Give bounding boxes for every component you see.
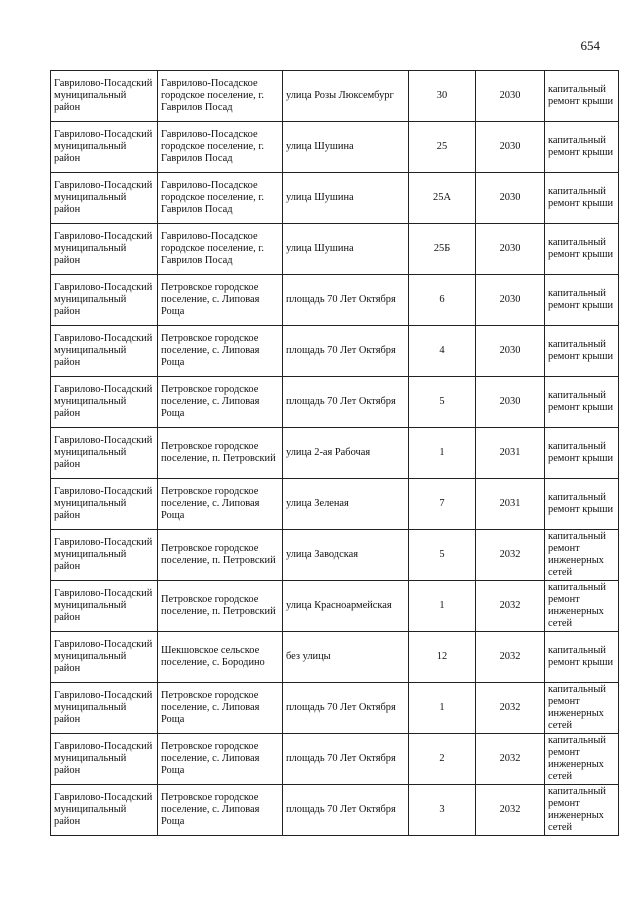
work-type-cell: капитальный ремонт крыши: [545, 632, 619, 683]
house-number-cell: 12: [409, 632, 476, 683]
district-cell: Гаврилово-Посадский муниципальный район: [51, 377, 158, 428]
district-cell: Гаврилово-Посадский муниципальный район: [51, 581, 158, 632]
street-cell: площадь 70 Лет Октября: [283, 326, 409, 377]
work-type-cell: капитальный ремонт инженерных сетей: [545, 581, 619, 632]
house-number-cell: 25Б: [409, 224, 476, 275]
work-type-cell: капитальный ремонт инженерных сетей: [545, 734, 619, 785]
house-number-cell: 25: [409, 122, 476, 173]
house-number-cell: 5: [409, 377, 476, 428]
street-cell: площадь 70 Лет Октября: [283, 377, 409, 428]
table-row: [51, 122, 619, 173]
district-cell: Гаврилово-Посадский муниципальный район: [51, 785, 158, 836]
table-row: [51, 326, 619, 377]
year-cell: 2030: [476, 71, 545, 122]
street-cell: улица Шушина: [283, 173, 409, 224]
year-cell: 2030: [476, 122, 545, 173]
work-type-cell: капитальный ремонт крыши: [545, 479, 619, 530]
district-cell: Гаврилово-Посадский муниципальный район: [51, 428, 158, 479]
work-type-cell: капитальный ремонт инженерных сетей: [545, 530, 619, 581]
settlement-cell: Петровское городское поселение, с. Липовая Роща: [158, 683, 283, 734]
house-number-cell: 1: [409, 428, 476, 479]
street-cell: без улицы: [283, 632, 409, 683]
settlement-cell: Петровское городское поселение, с. Липовая Роща: [158, 785, 283, 836]
year-cell: 2032: [476, 734, 545, 785]
year-cell: 2030: [476, 377, 545, 428]
work-type-cell: капитальный ремонт инженерных сетей: [545, 683, 619, 734]
year-cell: 2032: [476, 785, 545, 836]
district-cell: Гаврилово-Посадский муниципальный район: [51, 734, 158, 785]
house-number-cell: 1: [409, 683, 476, 734]
house-number-cell: 7: [409, 479, 476, 530]
work-type-cell: капитальный ремонт крыши: [545, 326, 619, 377]
street-cell: площадь 70 Лет Октября: [283, 275, 409, 326]
year-cell: 2031: [476, 479, 545, 530]
table-row: [51, 428, 619, 479]
settlement-cell: Петровское городское поселение, п. Петровский: [158, 530, 283, 581]
street-cell: улица Зеленая: [283, 479, 409, 530]
street-cell: улица Розы Люксембург: [283, 71, 409, 122]
work-type-cell: капитальный ремонт крыши: [545, 377, 619, 428]
year-cell: 2032: [476, 530, 545, 581]
settlement-cell: Гаврилово-Посадское городское поселение, г. Гаврилов Посад: [158, 173, 283, 224]
settlement-cell: Петровское городское поселение, п. Петровский: [158, 581, 283, 632]
house-number-cell: 6: [409, 275, 476, 326]
settlement-cell: Гаврилово-Посадское городское поселение, г. Гаврилов Посад: [158, 122, 283, 173]
house-number-cell: 1: [409, 581, 476, 632]
year-cell: 2030: [476, 326, 545, 377]
settlement-cell: Петровское городское поселение, с. Липовая Роща: [158, 377, 283, 428]
house-number-cell: 30: [409, 71, 476, 122]
street-cell: улица Шушина: [283, 224, 409, 275]
work-type-cell: капитальный ремонт крыши: [545, 122, 619, 173]
work-type-cell: капитальный ремонт крыши: [545, 173, 619, 224]
registry-rows: [51, 71, 619, 836]
table-row: [51, 530, 619, 581]
table-row: [51, 275, 619, 326]
street-cell: улица 2-ая Рабочая: [283, 428, 409, 479]
district-cell: Гаврилово-Посадский муниципальный район: [51, 530, 158, 581]
table-row: [51, 377, 619, 428]
work-type-cell: капитальный ремонт крыши: [545, 275, 619, 326]
street-cell: площадь 70 Лет Октября: [283, 785, 409, 836]
district-cell: Гаврилово-Посадский муниципальный район: [51, 173, 158, 224]
page-number: 654: [580, 38, 600, 53]
house-number-cell: 25А: [409, 173, 476, 224]
street-cell: площадь 70 Лет Октября: [283, 734, 409, 785]
registry-table: [50, 70, 619, 836]
work-type-cell: капитальный ремонт крыши: [545, 71, 619, 122]
settlement-cell: Гаврилово-Посадское городское поселение, г. Гаврилов Посад: [158, 71, 283, 122]
settlement-cell: Гаврилово-Посадское городское поселение, г. Гаврилов Посад: [158, 224, 283, 275]
table-row: [51, 173, 619, 224]
year-cell: 2031: [476, 428, 545, 479]
year-cell: 2032: [476, 632, 545, 683]
year-cell: 2032: [476, 581, 545, 632]
table-row: [51, 734, 619, 785]
street-cell: улица Заводская: [283, 530, 409, 581]
table-row: [51, 785, 619, 836]
table-row: [51, 224, 619, 275]
house-number-cell: 2: [409, 734, 476, 785]
table-row: [51, 632, 619, 683]
settlement-cell: Петровское городское поселение, с. Липовая Роща: [158, 734, 283, 785]
work-type-cell: капитальный ремонт крыши: [545, 224, 619, 275]
work-type-cell: капитальный ремонт крыши: [545, 428, 619, 479]
settlement-cell: Петровское городское поселение, с. Липовая Роща: [158, 326, 283, 377]
house-number-cell: 4: [409, 326, 476, 377]
district-cell: Гаврилово-Посадский муниципальный район: [51, 326, 158, 377]
table-row: [51, 581, 619, 632]
settlement-cell: Петровское городское поселение, п. Петровский: [158, 428, 283, 479]
table-row: [51, 71, 619, 122]
district-cell: Гаврилово-Посадский муниципальный район: [51, 479, 158, 530]
year-cell: 2030: [476, 275, 545, 326]
settlement-cell: Шекшовское сельское поселение, с. Бородино: [158, 632, 283, 683]
district-cell: Гаврилово-Посадский муниципальный район: [51, 632, 158, 683]
settlement-cell: Петровское городское поселение, с. Липовая Роща: [158, 275, 283, 326]
table-row: [51, 479, 619, 530]
year-cell: 2030: [476, 173, 545, 224]
district-cell: Гаврилово-Посадский муниципальный район: [51, 275, 158, 326]
house-number-cell: 3: [409, 785, 476, 836]
house-number-cell: 5: [409, 530, 476, 581]
work-type-cell: капитальный ремонт инженерных сетей: [545, 785, 619, 836]
street-cell: улица Красноармейская: [283, 581, 409, 632]
year-cell: 2030: [476, 224, 545, 275]
year-cell: 2032: [476, 683, 545, 734]
district-cell: Гаврилово-Посадский муниципальный район: [51, 683, 158, 734]
district-cell: Гаврилово-Посадский муниципальный район: [51, 71, 158, 122]
district-cell: Гаврилово-Посадский муниципальный район: [51, 122, 158, 173]
settlement-cell: Петровское городское поселение, с. Липовая Роща: [158, 479, 283, 530]
street-cell: улица Шушина: [283, 122, 409, 173]
district-cell: Гаврилово-Посадский муниципальный район: [51, 224, 158, 275]
table-row: [51, 683, 619, 734]
street-cell: площадь 70 Лет Октября: [283, 683, 409, 734]
